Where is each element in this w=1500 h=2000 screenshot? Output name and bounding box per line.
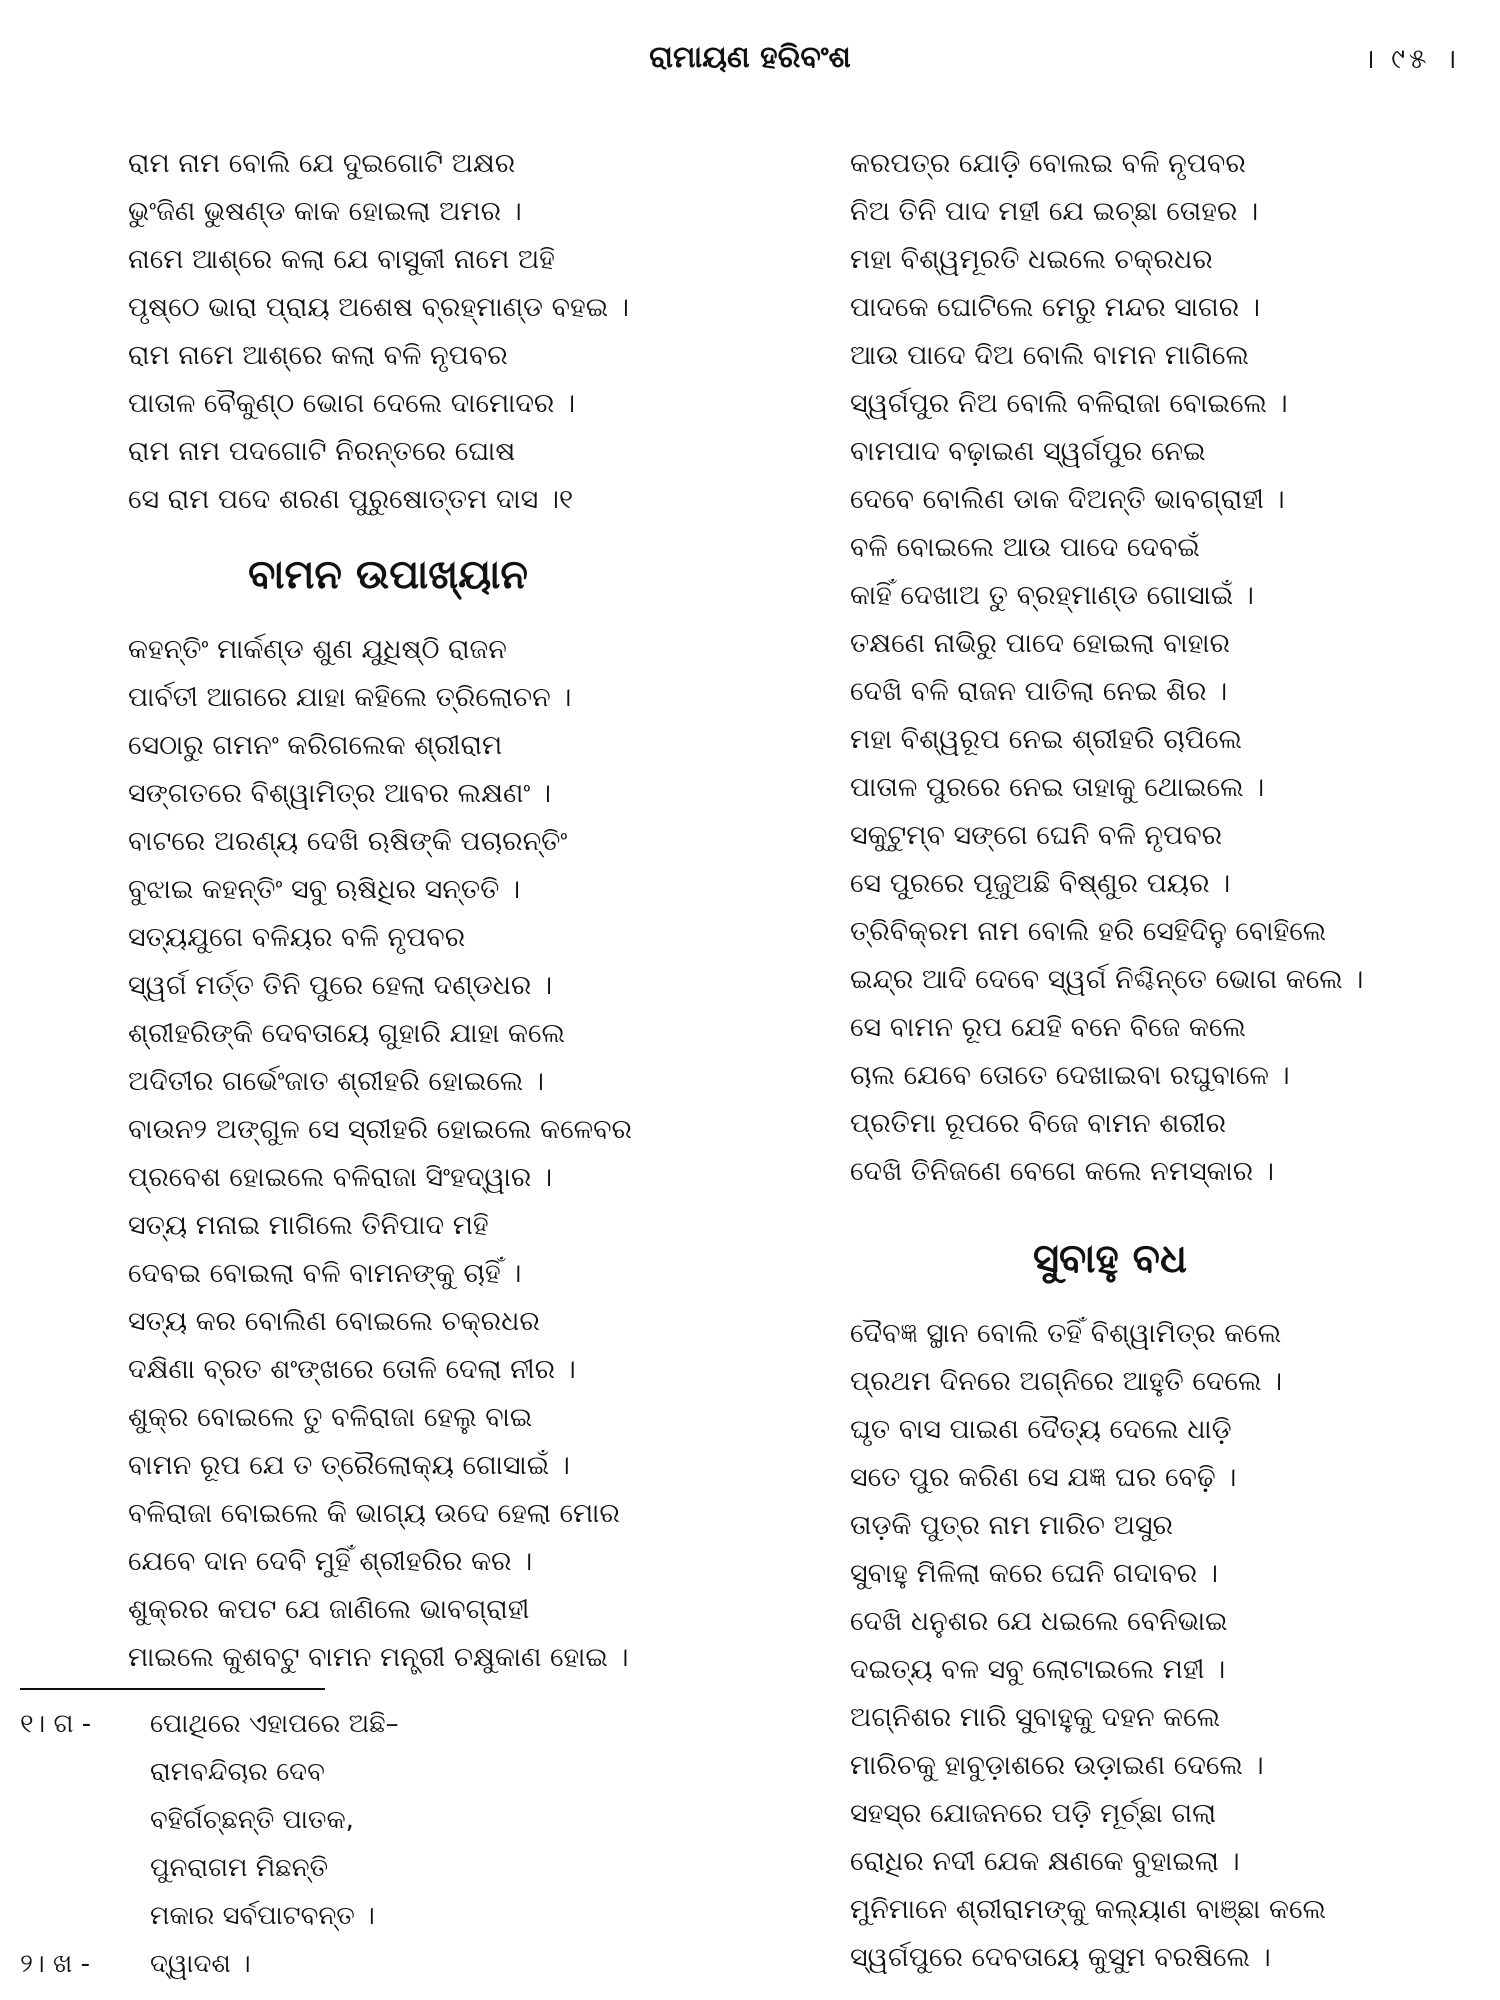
verse-line: ନାମେ ଆଶ୍ରେ କଲା ଯେ ବାସୁକୀ ନାମେ ଅହି	[128, 244, 555, 275]
footnote-1	[20, 1700, 720, 1748]
verse-line: ବାଟରେ ଅରଣ୍ୟ ଦେଖି ଋଷିଙ୍କି ପଚାରନ୍ତିଂ	[128, 826, 568, 857]
verse-line: ସେ ରାମ ପଦେ ଶରଣ ପୁରୁଷୋତ୍ତମ ଦାସ ।୧	[128, 484, 574, 515]
footnote-text: ରାମବନ୍ଦିଚାର ଦେବ	[150, 1757, 325, 1787]
verse-line: ଦେବଇ ବୋଇଲା ବଳି ବାମନଙ୍କୁ ଚାହିଁ ।	[128, 1258, 522, 1289]
verse-line: ରାମ ନାମ ବୋଲି ଯେ ଦୁଇଗୋଟି ଅକ୍ଷର	[128, 148, 516, 179]
verse-line: ସ୍ୱର୍ଗପୁରେ ଦେବତାୟେ କୁସୁମ ବରଷିଲେ ।	[850, 1942, 1271, 1973]
verse-line: ତକ୍ଷଣେ ନାଭିରୁ ପାଦେ ହୋଇଲା ବାହାର	[850, 628, 1231, 659]
verse-line: ସତ୍ୟଯୁଗେ ବଳିୟର ବଳି ନୃପବର	[128, 922, 466, 953]
footnote-text: ପୁନରାଗମ ମିଛନ୍ତି	[150, 1853, 329, 1883]
verse-line: ଭୁଂଜିଣ ଭୁଷଣ୍ଡ କାକ ହୋଇଲା ଅମର ।	[128, 196, 522, 227]
verse-line: ଇନ୍ଦ୍ର ଆଦି ଦେବେ ସ୍ୱର୍ଗ ନିଶ୍ଚିନ୍ତେ ଭୋଗ କଲେ ।	[850, 964, 1364, 995]
verse-line: ପାଦକେ ଘୋଟିଲେ ମେରୁ ମନ୍ଦର ସାଗର ।	[850, 292, 1260, 323]
verse-line: ସତ୍ୟ ମନାଇ ମାଗିଲେ ତିନିପାଦ ମହି	[128, 1210, 489, 1241]
verse-line: ଦେଖି ବଳି ରାଜନ ପାତିଲା ନେଇ ଶିର ।	[850, 676, 1228, 707]
verse-line: ମାରିଚକୁ ହାବୁଡ଼ାଶରେ ଉଡ଼ାଇଣ ଦେଲେ ।	[850, 1750, 1264, 1781]
verse-line: ଅଦିତୀର ଗର୍ଭେଂଜାତ ଶ୍ରୀହରି ହୋଇଲେ ।	[128, 1066, 545, 1097]
verse-line: ଦେଖି ତିନିଜଣେ ବେଗେ କଲେ ନମସ୍କାର ।	[850, 1156, 1274, 1187]
verse-line: କାହିଁ ଦେଖାଅ ତୁ ବ୍ରହ୍ମାଣ୍ଡ ଗୋସାଇଁ ।	[850, 580, 1254, 611]
footnote-text: ପୋଥିରେ ଏହାପରେ ଅଛି–	[150, 1709, 399, 1739]
footnote-text: ବହିର୍ଗଚ୍ଛନ୍ତି ପାତକ,	[150, 1805, 354, 1835]
verse-line: ବାମନ ରୂପ ଯେ ତ ତ୍ରୈଲୋକ୍ୟ ଗୋସାଇଁ ।	[128, 1450, 570, 1481]
verse-line: ସ୍ୱର୍ଗ ମର୍ତ୍ତ ତିନି ପୁରେ ହେଲା ଦଣ୍ଡଧର ।	[128, 970, 553, 1001]
footnote-marker: ୨। ଖ -	[20, 1949, 91, 1979]
verse-line: ପ୍ରଥମ ଦିନରେ ଅଗ୍ନିରେ ଆହୁତି ଦେଲେ ।	[850, 1366, 1283, 1397]
verse-line: ସୁବାହୁ ମିଳିଲା କରେ ଘେନି ଗଦାବର ।	[850, 1558, 1218, 1589]
verse-line: ମହା ବିଶ୍ୱରୂପ ନେଇ ଶ୍ରୀହରି ଚାପିଲେ	[850, 724, 1242, 755]
verse-line: ମାଇଲେ କୁଶବଟୁ ବାମନ ମନ୍ତ୍ରୀ ଚକ୍ଷୁକାଣ ହୋଇ ।	[128, 1642, 629, 1673]
running-header-title: ରାମାୟଣ ହରିବଂଶ	[649, 40, 851, 75]
footnote-text: ମକାର ସର୍ବପାଟବନ୍ତ ।	[150, 1901, 375, 1931]
verse-line: ପ୍ରବେଶ ହୋଇଲେ ବଳିରାଜା ସିଂହଦ୍ୱାର ।	[128, 1162, 553, 1193]
verse-line: ସତ୍ୟ କର ବୋଲିଣ ବୋଇଲେ ଚକ୍ରଧର	[128, 1306, 540, 1337]
verse-line: ଯେବେ ଦାନ ଦେବି ମୁହିଁ ଶ୍ରୀହରିର କର ।	[128, 1546, 533, 1577]
verse-line: ଶ୍ରୀହରିଙ୍କି ଦେବତାୟେ ଗୁହାରି ଯାହା କଲେ	[128, 1018, 566, 1049]
verse-line: ଚାଲ ଯେବେ ତୋତେ ଦେଖାଇବା ରଘୁବାଳେ ।	[850, 1060, 1290, 1091]
verse-line: ପାତାଳ ବୈକୁଣ୍ଠ ଭୋଗ ଦେଲେ ଦାମୋଦର ।	[128, 388, 576, 419]
right-column	[850, 140, 1450, 1982]
verse-line: ପାତାଳ ପୁରରେ ନେଇ ତାହାକୁ ଥୋଇଲେ ।	[850, 772, 1265, 803]
verse-line: କରପତ୍ର ଯୋଡ଼ି ବୋଲଇ ବଳି ନୃପବର	[850, 148, 1246, 179]
verse-line: ଶୁକ୍ର ବୋଇଲେ ତୁ ବଳିରାଜା ହେଲୁ ବାଇ	[128, 1402, 533, 1433]
footnote-marker: ୧। ଗ -	[20, 1709, 92, 1739]
verse-line: ସହସ୍ର ଯୋଜନରେ ପଡ଼ି ମୂର୍ଚ୍ଛା ଗଲା	[850, 1798, 1217, 1829]
verse-line: ଦେବେ ବୋଲିଣ ଡାକ ଦିଅନ୍ତି ଭାବଗ୍ରାହୀ ।	[850, 484, 1285, 515]
verse-line: ବଳି ବୋଇଲେ ଆଉ ପାଦେ ଦେବଇଁ	[850, 532, 1200, 563]
verse-line: ବାଉନ୨ ଅଙ୍ଗୁଳ ସେ ସ୍ରୀହରି ହୋଇଲେ କଳେବର	[128, 1114, 632, 1145]
verse-line: ଆଉ ପାଦେ ଦିଅ ବୋଲି ବାମନ ମାଗିଲେ	[850, 340, 1249, 371]
verse-line: ଶୁକ୍ରର କପଟ ଯେ ଜାଣିଲେ ଭାବଗ୍ରାହୀ	[128, 1594, 530, 1625]
verse-line: ତାଡ଼କି ପୁତ୍ର ନାମ ମାରିଚ ଅସୁର	[850, 1510, 1173, 1541]
verse-line: ମୁନିମାନେ ଶ୍ରୀରାମଙ୍କୁ କଲ୍ୟାଣ ବାଞ୍ଛା କଲେ	[850, 1894, 1326, 1925]
verse-line: ମହା ବିଶ୍ୱମୂରତି ଧଇଲେ ଚକ୍ରଧର	[850, 244, 1213, 275]
verse-line: ରାମ ନାମ ପଦଗୋଟି ନିରନ୍ତରେ ଘୋଷ	[128, 436, 516, 467]
verse-line: ପାର୍ବତୀ ଆଗରେ ଯାହା କହିଲେ ତ୍ରିଲୋଚନ ।	[128, 682, 572, 713]
verse-line: ସ୍ୱର୍ଗପୁର ନିଅ ବୋଲି ବଳିରାଜା ବୋଇଲେ ।	[850, 388, 1288, 419]
page-number: । ୯୫ ।	[1361, 42, 1460, 75]
verse-line: ରାମ ନାମେ ଆଶ୍ରେ କଲା ବଳି ନୃପବର	[128, 340, 508, 371]
verse-line: ସେ ବାମନ ରୂପ ଯେହି ବନେ ବିଜେ କଲେ	[850, 1012, 1246, 1043]
verse-line: ବୁଝାଇ କହନ୍ତିଂ ସବୁ ଋଷିଧିର ସନ୍ତତି ।	[128, 874, 521, 905]
verse-line: ପୃଷ୍ଠେ ଭାରା ପ୍ରାୟ ଅଶେଷ ବ୍ରହ୍ମାଣ୍ଡ ବହଇ ।	[128, 292, 629, 323]
verse-line: ଦଇତ୍ୟ ବଳ ସବୁ ଲୋଟାଇଲେ ମହୀ ।	[850, 1654, 1226, 1685]
verse-line: ରୋଧିର ନଦୀ ଯେକ କ୍ଷଣକେ ବୁହାଇଲା ।	[850, 1846, 1240, 1877]
verse-line: ଦୈବଜ୍ଞ ସ୍ଥାନ ବୋଲି ତହିଁ ବିଶ୍ୱାମିତ୍ର କଲେ	[850, 1318, 1282, 1349]
verse-line: ସଙ୍ଗତରେ ବିଶ୍ୱାମିତ୍ର ଆବର ଲକ୍ଷଣଂ ।	[128, 778, 552, 809]
verse-line: ଦେଖି ଧନୁଶର ଯେ ଧଇଲେ ବେନିଭାଇ	[850, 1606, 1228, 1637]
footnotes	[20, 1700, 720, 1988]
footnote-divider	[20, 1688, 325, 1690]
verse-line: ବାମପାଦ ବଢ଼ାଇଣ ସ୍ୱର୍ଗପୁର ନେଇ	[850, 436, 1206, 467]
footnote-2	[20, 1940, 720, 1988]
verse-line: ନିଅ ତିନି ପାଦ ମହୀ ଯେ ଇଚ୍ଛା ତୋହର ।	[850, 196, 1259, 227]
section-heading-subahu: ସୁବାହୁ ବଧ	[1032, 1236, 1188, 1282]
verse-line: କହନ୍ତିଂ ମାର୍କଣ୍ଡ ଶୁଣ ଯୁଧିଷ୍ଠି ରାଜନ	[128, 634, 507, 665]
verse-line: ବଳିରାଜା ବୋଇଲେ କି ଭାଗ୍ୟ ଉଦେ ହେଲା ମୋର	[128, 1498, 620, 1529]
footnote-text: ଦ୍ୱାଦଶ ।	[150, 1949, 251, 1979]
verse-line: ଅଗ୍ନିଶର ମାରି ସୁବାହୁକୁ ଦହନ କଲେ	[850, 1702, 1221, 1733]
section-heading-vamana: ବାମନ ଉପାଖ୍ୟାନ	[248, 552, 528, 598]
verse-line: ତ୍ରିବିକ୍ରମ ନାମ ବୋଲି ହରି ସେହିଦିନୁ ବୋହିଲେ	[850, 916, 1327, 947]
verse-line: ସକୁଟୁମ୍ବ ସଙ୍ଗେ ଘେନି ବଳି ନୃପବର	[850, 820, 1223, 851]
verse-line: ଘୃତ ବାସ ପାଇଣ ଦୈତ୍ୟ ଦେଲେ ଧାଡ଼ି	[850, 1414, 1232, 1445]
verse-line: ସେଠାରୁ ଗମନଂ କରିଗଲେକ ଶ୍ରୀରାମ	[128, 730, 503, 761]
verse-line: ଦକ୍ଷିଣା ବ୍ରତ ଶଂଙ୍ଖରେ ତୋଳି ଦେଲା ନୀର ।	[128, 1354, 576, 1385]
left-column	[128, 140, 728, 1682]
verse-line: ସତେ ପୁର କରିଣ ସେ ଯଜ୍ଞ ଘର ବେଢ଼ି ।	[850, 1462, 1237, 1493]
verse-line: ସେ ପୁରରେ ପୂଜୁଅଛି ବିଷ୍ଣୁର ପୟର ।	[850, 868, 1231, 899]
verse-line: ପ୍ରତିମା ରୂପରେ ବିଜେ ବାମନ ଶରୀର	[850, 1108, 1227, 1139]
